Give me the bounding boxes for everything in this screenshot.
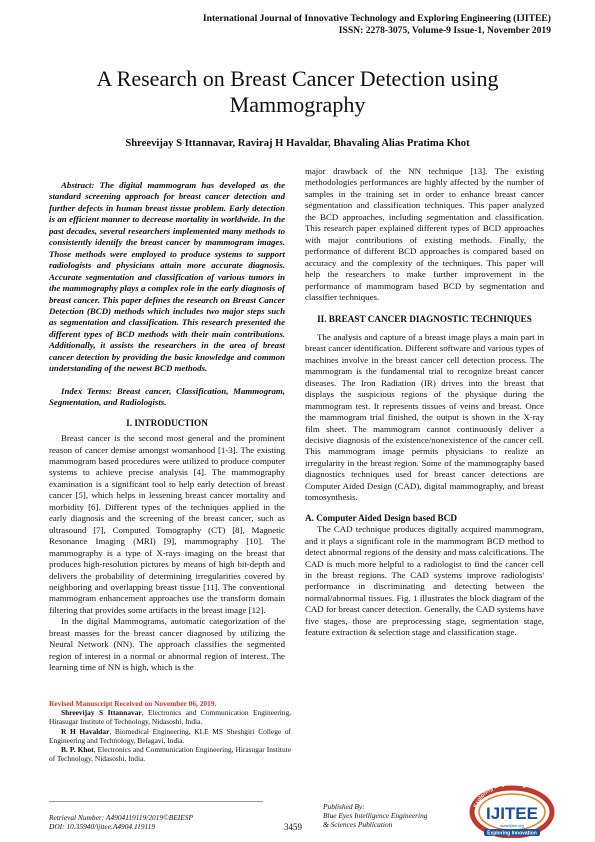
logo-url: www.ijitee.org xyxy=(500,824,524,828)
right-column xyxy=(305,166,544,639)
intro-paragraph-2: In the digital Mammograms, automatic categorization of the breast masses for the breast cancer diagnosed by utilizing the Neural Network (NN). The approach classifies the segmented region of interest in a normal or abnormal region of interest. The learning time of NN is high, which is the xyxy=(49,616,285,673)
index-terms xyxy=(49,386,285,409)
paper-title xyxy=(40,66,555,118)
abstract xyxy=(49,180,285,375)
paper-title-line-2: Mammography xyxy=(229,92,366,117)
logo-arc-text: Exploring Engineering xyxy=(473,780,527,809)
section-1-heading: I. INTRODUCTION xyxy=(126,417,208,428)
author-footnote xyxy=(49,699,291,763)
abstract-label: Abstract xyxy=(61,180,92,190)
author-3-affiliation: , Electronics and Communication Engineering, Hirasugar Institute of Technology, Nidasoshi, India. xyxy=(49,745,292,764)
author-2-name: R H Havaldar xyxy=(61,726,110,736)
journal-header xyxy=(203,13,551,37)
ijitee-logo xyxy=(466,778,556,838)
footer-publisher xyxy=(323,802,427,830)
intro-paragraph-1: Breast cancer is the second most general and the prominent reason of cancer demise amongst womanhood [1-3]. The existing mammogram based procedures were utilized to produce computer systems to achieve precise analysis [4]. The mammography examination is a significant tool to help early detection of breast cancer [5], which helps in lessening breast cancer mortality and morbidity [6]. Different types of the techniques applied in the early diagnosis and the screening of the breast cancer, such as ultrasound [7], Computed Tomography (CT) [8], Magnetic Resonance Imaging (MRI) [9], mammography [10]. The mammography is a type of X-rays imaging on the breast that produces high-resolution pictures by means of high bit-depth and delivers the probability of determining irregularities covered by neighboring and overlapping breast tissue [11]. The conventional mammogram enhancement approaches use the transform domain filtering that provides some artifacts in the breast image [12]. xyxy=(49,433,285,615)
journal-name: International Journal of Innovative Technology and Exploring Engineering (IJITEE) xyxy=(202,13,551,24)
author-2-affiliation: , Biomedical Engineering, KLE MS Sheshgiri College of Engineering and Technology, Belagavi, India. xyxy=(49,726,291,745)
journal-issn: ISSN: 2278-3075, Volume-9 Issue-1, November 2019 xyxy=(338,25,551,36)
publisher-line-1: Blue Eyes Intelligence Engineering xyxy=(323,811,428,821)
published-by: Published By: xyxy=(323,802,365,811)
author-1-name: Shreevijay S Ittannavar xyxy=(61,708,142,718)
subsection-a-heading: A. Computer Aided Design based BCD xyxy=(305,512,457,523)
page-number: 3459 xyxy=(284,822,302,832)
retrieval-number: Retrieval Number: A4904119119/2019©BEIESP xyxy=(49,813,193,822)
left-column xyxy=(49,180,285,674)
section-2-paragraph: The analysis and capture of a breast image plays a main part in breast cancer identification. Different software and various types of machines involve in the breast cancer cell detection process. The mammogram is the fundamental trial to recognize breast cancer diseases. The Iron Radiation (IR) drives into the breast that displays the suspicious regions of the physique during the mammogram test. It represents tissues of veins and breast. Once the mammogram trial finished, the output is shown in the X-ray film sheet. The mammogram cannot continuously deliver a decisive diagnosis of the existence/nonexistence of the cancer cell. This mammogram image permits physicians to realize an irregularity in the breast region. Some of the mammography based diagnostics techniques used for breast cancer detections are Computer Aided Design (CAD), digital mammography, and breast tomosynthesis. xyxy=(305,331,544,503)
right-paragraph-1: major drawback of the NN technique [13]. The existing methodologies performances are highly affected by the number of samples in the training set in order to enhance breast cancer segmentation and classification techniques. This paper analyzed the BCD approaches, including segmentation and classification. This research paper explained different types of BCD approaches with major contributions of existing methods. Finally, the performance of different BCD approaches is compared based on accuracy and the complexity of the techniques. This paper will help the researchers to make further improvement in the performance of mammogram based BCD by segmentation and classifier techniques. xyxy=(305,166,544,302)
logo-ring-text: Exploring Innovation xyxy=(487,830,537,837)
index-terms-label: Index Terms xyxy=(61,385,110,396)
subsection-a-paragraph: The CAD technique produces digitally acquired mammogram, and it plays a significant role in the mammogram BCD method to detect abnormal regions of the density and mass calcifications. The CAD is much more helpful to a radiologist to find the cancer cell in the breast regions. The CAD systems improve radiologists' performance in discriminating and detecting between the normal/abnormal tissues. Fig. 1 illustrates the block diagram of the CAD for breast cancer detection. Generally, the CAD systems have five stages, those are preprocessing stage, segmentation stage, feature extraction & selection stage and classification stage. xyxy=(305,524,544,638)
author-3-name: B. P. Khot xyxy=(61,745,94,755)
section-2-heading: II. BREAST CANCER DIAGNOSTIC TECHNIQUES xyxy=(317,314,532,325)
paper-authors: Shreevijay S Ittannavar, Raviraj H Havaldar, Bhavaling Alias Pratima Khot xyxy=(125,138,470,149)
index-terms-text: : Breast cancer, Classification, Mammogram, Segmentation, and Radiologists. xyxy=(49,385,285,408)
doi: DOI: 10.35940/ijitee.A4904.119119 xyxy=(49,822,156,832)
author-1-affiliation: , Electronics and Communication Engineering, Hirasugar Institute of Technology, Nidasoshi, India. xyxy=(49,708,291,727)
footer-rule-left xyxy=(49,801,263,802)
revised-note: Revised Manuscript Received on November 06, 2019. xyxy=(49,699,217,708)
logo-text: IJITEE xyxy=(486,804,538,823)
abstract-text: : The digital mammogram has developed as the standard screening approach for breast cancer detection and further defects in human breast tissue problem. Early detection is an efficient manner to decrease mortality in worldwide. In the past decades, several researchers implemented many methods to consistently identify the breast cancer by mammogram images. Those methods were employed to produce systems to support radiologists and physicians attain more accurate diagnosis. Accurate segmentation and classification of various tumors in the mammography plays a complex role in the early diagnosis of breast cancer. This paper defines the research on Breast Cancer Detection (BCD) methods which includes two major steps such as segmentation and classification. This research presented the different types of BCD methods with their main contributions. Additionally, it assists the researchers in the area of breast cancer detection by providing the basic knowledge and common understanding of the newest BCD methods. xyxy=(49,180,285,374)
paper-title-line-1: A Research on Breast Cancer Detection using xyxy=(96,66,499,91)
publisher-line-2: & Sciences Publication xyxy=(323,820,393,830)
footer-left xyxy=(49,813,193,831)
